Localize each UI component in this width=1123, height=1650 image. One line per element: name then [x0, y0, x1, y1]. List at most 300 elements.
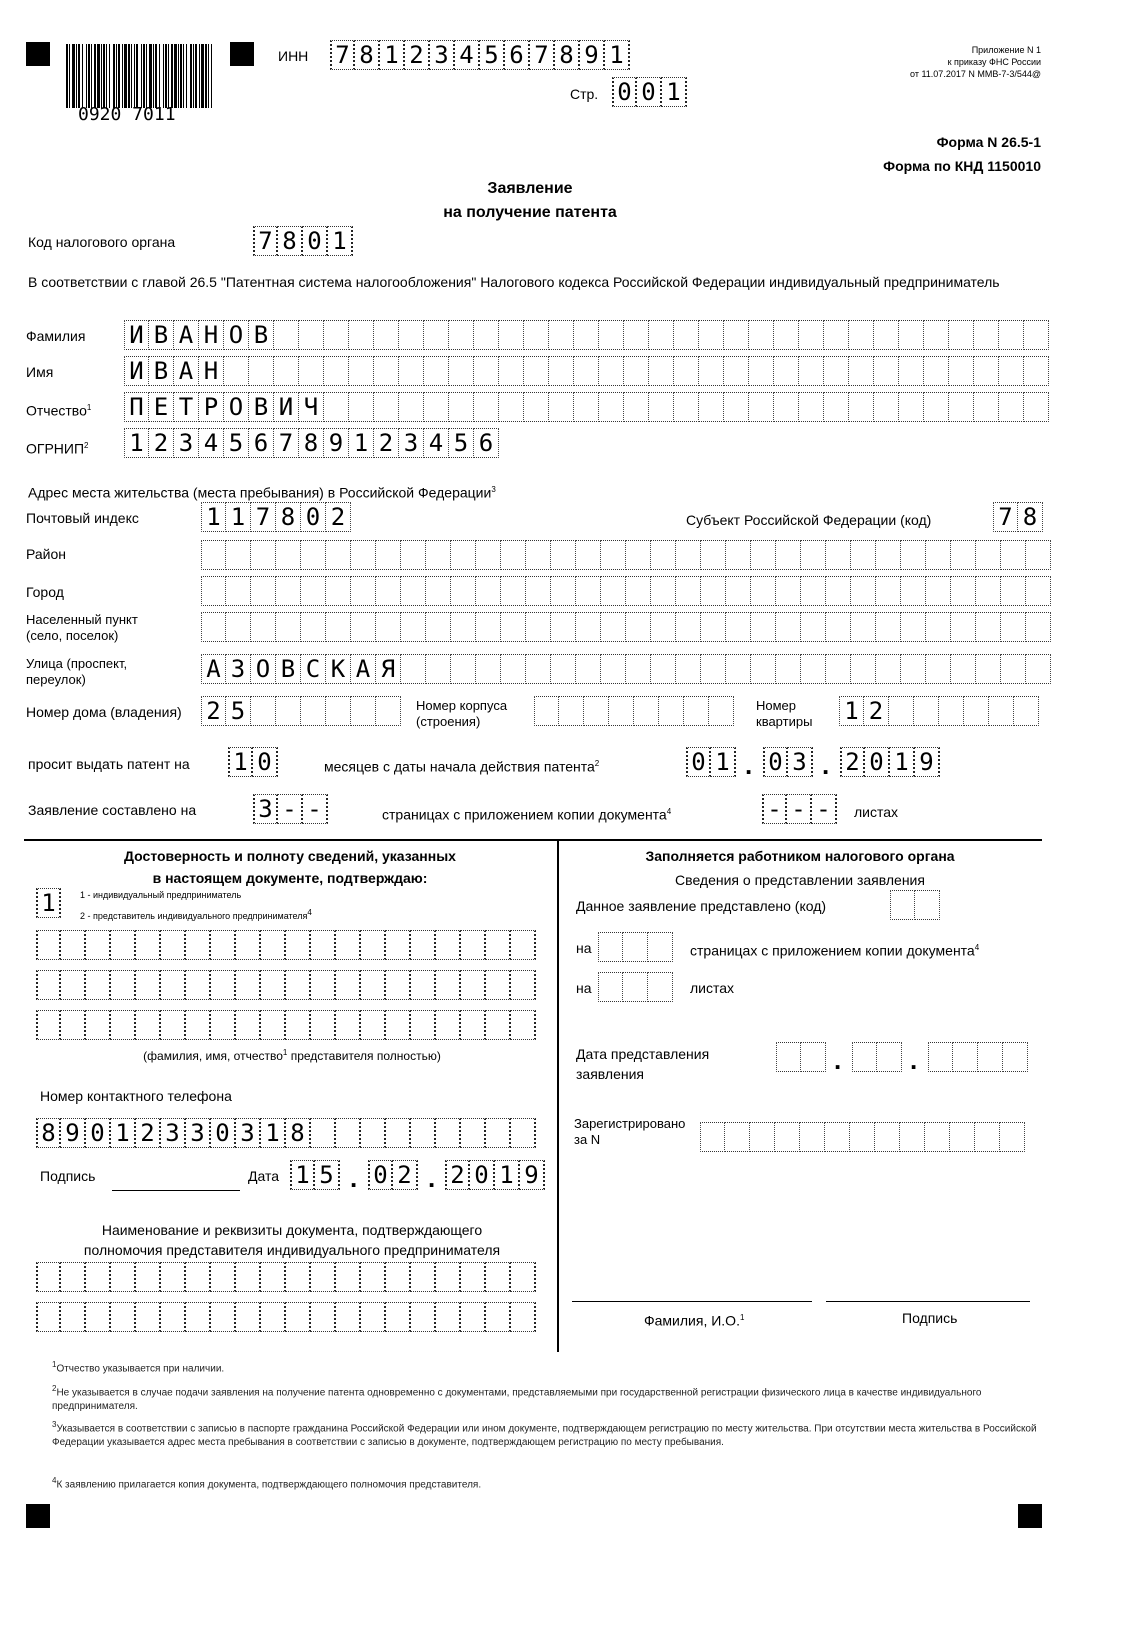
- char-cell: [776, 1042, 801, 1072]
- char-cell: [324, 320, 349, 350]
- char-cell: Е: [149, 392, 174, 422]
- char-cell: В: [276, 654, 301, 684]
- submit-date-sep-1: .: [834, 1045, 842, 1075]
- char-cell: 0: [865, 747, 890, 777]
- settlement-field[interactable]: [201, 612, 1051, 642]
- char-cell: [851, 612, 876, 642]
- street-label: [26, 656, 127, 688]
- char-cell: [361, 1302, 386, 1332]
- char-cell: [851, 654, 876, 684]
- page-field[interactable]: [612, 77, 687, 107]
- char-cell: [976, 540, 1001, 570]
- building-label: [416, 698, 507, 730]
- officer-fio-line: [572, 1301, 812, 1302]
- char-cell: [574, 320, 599, 350]
- char-cell: [61, 970, 86, 1000]
- char-cell: [852, 1042, 877, 1072]
- char-cell: 2: [326, 502, 351, 532]
- start-month-field[interactable]: [763, 747, 813, 777]
- char-cell: В: [249, 320, 274, 350]
- char-cell: [311, 970, 336, 1000]
- char-cell: [511, 1010, 536, 1040]
- char-cell: [186, 1010, 211, 1040]
- barcode-bar: [94, 44, 96, 108]
- footnote-4-text: К заявлению прилагается копия документа, подтверждающего полномочия представителя.: [56, 1479, 482, 1491]
- char-cell: [648, 972, 673, 1002]
- char-cell: [649, 356, 674, 386]
- char-cell: [749, 392, 774, 422]
- char-cell: [86, 1302, 111, 1332]
- char-cell: [399, 392, 424, 422]
- submit-day-field[interactable]: [776, 1042, 826, 1072]
- char-cell: [111, 1262, 136, 1292]
- doc-line-1[interactable]: [36, 1262, 536, 1292]
- char-cell: 0: [686, 747, 711, 777]
- char-cell: И: [124, 320, 149, 350]
- start-year-field[interactable]: [840, 747, 940, 777]
- char-cell: [111, 1010, 136, 1040]
- char-cell: [86, 1010, 111, 1040]
- char-cell: [524, 392, 549, 422]
- char-cell: [486, 970, 511, 1000]
- char-cell: [701, 576, 726, 606]
- char-cell: 0: [253, 747, 278, 777]
- char-cell: [876, 612, 901, 642]
- char-cell: [301, 696, 326, 726]
- char-cell: [401, 576, 426, 606]
- reg-label: [574, 1116, 685, 1148]
- barcode-bar: [205, 44, 207, 108]
- char-cell: [576, 612, 601, 642]
- char-cell: [624, 320, 649, 350]
- postal-label: Почтовый индекс: [26, 510, 139, 526]
- char-cell: 0: [612, 77, 637, 107]
- char-cell: [161, 1262, 186, 1292]
- char-cell: 0: [211, 1118, 236, 1148]
- char-cell: 2: [201, 696, 226, 726]
- char-cell: [976, 612, 1001, 642]
- char-cell: [526, 654, 551, 684]
- char-cell: [211, 1262, 236, 1292]
- fio-caption-text: (фамилия, имя, отчество: [143, 1049, 283, 1063]
- char-cell: 7: [253, 226, 278, 256]
- char-cell: [559, 696, 584, 726]
- signer-option-1: 1 - индивидуальный предприниматель: [80, 890, 242, 900]
- char-cell: [974, 356, 999, 386]
- barcode-bar: [193, 44, 194, 108]
- char-cell: [349, 320, 374, 350]
- char-cell: [599, 356, 624, 386]
- char-cell: [674, 320, 699, 350]
- char-cell: 8: [355, 40, 380, 70]
- char-cell: [623, 932, 648, 962]
- char-cell: Н: [199, 356, 224, 386]
- rep-fio-line-1[interactable]: [36, 930, 536, 960]
- char-cell: [61, 1010, 86, 1040]
- rep-fio-line-2[interactable]: [36, 970, 536, 1000]
- char-cell: [799, 356, 824, 386]
- submitted-label: Данное заявление представлено (код): [576, 898, 827, 914]
- char-cell: 1: [380, 40, 405, 70]
- char-cell: [549, 356, 574, 386]
- char-cell: [336, 970, 361, 1000]
- char-cell: [626, 540, 651, 570]
- char-cell: [361, 1118, 386, 1148]
- street-field[interactable]: [201, 654, 1051, 684]
- sign-day-field[interactable]: [290, 1160, 340, 1190]
- char-cell: [676, 654, 701, 684]
- char-cell: [851, 540, 876, 570]
- char-cell: [726, 612, 751, 642]
- barcode-bar: [146, 44, 147, 108]
- surname-field[interactable]: [124, 320, 1049, 350]
- char-cell: [775, 1122, 800, 1152]
- flat-field[interactable]: [839, 696, 1039, 726]
- char-cell: [261, 1262, 286, 1292]
- char-cell: [601, 654, 626, 684]
- char-cell: [476, 576, 501, 606]
- char-cell: [261, 1302, 286, 1332]
- pages-on-label: на: [576, 940, 592, 956]
- char-cell: 6: [249, 428, 274, 458]
- street-label-1: Улица (проспект,: [26, 656, 128, 671]
- sheets-count-field[interactable]: [598, 972, 673, 1002]
- char-cell: 1: [261, 1118, 286, 1148]
- submit-month-field[interactable]: [852, 1042, 902, 1072]
- char-cell: [924, 356, 949, 386]
- char-cell: 5: [480, 40, 505, 70]
- char-cell: [499, 356, 524, 386]
- city-field[interactable]: [201, 576, 1051, 606]
- char-cell: [524, 356, 549, 386]
- phone-field[interactable]: [36, 1118, 536, 1148]
- flat-label: [756, 698, 812, 730]
- start-date-sep-1: .: [745, 750, 753, 780]
- char-cell: [801, 540, 826, 570]
- char-cell: А: [174, 356, 199, 386]
- signer-code-field[interactable]: [36, 888, 61, 918]
- char-cell: [61, 1262, 86, 1292]
- char-cell: [286, 1010, 311, 1040]
- char-cell: [924, 392, 949, 422]
- char-cell: [1026, 540, 1051, 570]
- region-field[interactable]: [993, 502, 1043, 532]
- char-cell: [311, 1262, 336, 1292]
- char-cell: [901, 540, 926, 570]
- char-cell: [899, 392, 924, 422]
- char-cell: [136, 1262, 161, 1292]
- rep-fio-line-3[interactable]: [36, 1010, 536, 1040]
- barcode-bar: [69, 44, 70, 108]
- sign-month-field[interactable]: [368, 1160, 418, 1190]
- char-cell: 2: [393, 1160, 418, 1190]
- char-cell: [499, 392, 524, 422]
- months-text-main: месяцев с даты начала действия патента: [324, 758, 595, 775]
- patronymic-label-text: Отчество: [26, 402, 87, 419]
- barcode-bar: [174, 44, 177, 108]
- patronymic-field[interactable]: [124, 392, 1049, 422]
- char-cell: [725, 1122, 750, 1152]
- char-cell: [601, 540, 626, 570]
- char-cell: [726, 576, 751, 606]
- char-cell: [801, 654, 826, 684]
- char-cell: 2: [136, 1118, 161, 1148]
- pages-label: Заявление составлено на: [28, 802, 197, 818]
- char-cell: Т: [174, 392, 199, 422]
- char-cell: [251, 576, 276, 606]
- footnote-1: [52, 1358, 1052, 1376]
- char-cell: [311, 1302, 336, 1332]
- barcode-number: 0920 7011: [78, 104, 176, 125]
- address-heading: [28, 482, 496, 501]
- barcode-bar: [134, 44, 135, 108]
- char-cell: [551, 540, 576, 570]
- char-cell: [939, 696, 964, 726]
- char-cell: [486, 1262, 511, 1292]
- char-cell: [850, 1122, 875, 1152]
- inn-field[interactable]: [330, 40, 630, 70]
- char-cell: 7: [251, 502, 276, 532]
- sheets-on-label: на: [576, 980, 592, 996]
- building-field[interactable]: [534, 696, 734, 726]
- name-field[interactable]: [124, 356, 1049, 386]
- char-cell: [474, 356, 499, 386]
- char-cell: 0: [368, 1160, 393, 1190]
- char-cell: 2: [840, 747, 865, 777]
- char-cell: [501, 612, 526, 642]
- char-cell: [801, 576, 826, 606]
- char-cell: [676, 540, 701, 570]
- char-cell: 7: [993, 502, 1018, 532]
- char-cell: [751, 540, 776, 570]
- char-cell: [461, 1262, 486, 1292]
- char-cell: [999, 392, 1024, 422]
- char-cell: [724, 356, 749, 386]
- doc-title-line-2: на получение патента: [443, 204, 617, 221]
- char-cell: [236, 930, 261, 960]
- char-cell: [701, 612, 726, 642]
- sign-year-field[interactable]: [445, 1160, 545, 1190]
- barcode-bar: [143, 44, 145, 108]
- doc-title-line-1: Заявление: [487, 180, 573, 197]
- char-cell: 3: [253, 794, 278, 824]
- char-cell: [1026, 576, 1051, 606]
- char-cell: В: [249, 392, 274, 422]
- char-cell: [774, 320, 799, 350]
- submit-year-field[interactable]: [928, 1042, 1028, 1072]
- start-day-field[interactable]: [686, 747, 736, 777]
- sheets-field[interactable]: [762, 794, 837, 824]
- char-cell: [951, 576, 976, 606]
- char-cell: [926, 540, 951, 570]
- char-cell: А: [201, 654, 226, 684]
- char-cell: 1: [201, 502, 226, 532]
- char-cell: [411, 1302, 436, 1332]
- char-cell: А: [174, 320, 199, 350]
- char-cell: [236, 1010, 261, 1040]
- char-cell: 8: [278, 226, 303, 256]
- char-cell: [953, 1042, 978, 1072]
- ogrnip-label: [26, 438, 89, 457]
- char-cell: [899, 320, 924, 350]
- phone-label: Номер контактного телефона: [40, 1088, 232, 1104]
- barcode-bar: [178, 44, 179, 108]
- char-cell: [659, 696, 684, 726]
- char-cell: [486, 1010, 511, 1040]
- char-cell: [576, 576, 601, 606]
- char-cell: [361, 930, 386, 960]
- fio-caption-sup: 1: [282, 1048, 288, 1057]
- char-cell: [624, 392, 649, 422]
- char-cell: 7: [274, 428, 299, 458]
- char-cell: [261, 930, 286, 960]
- char-cell: [876, 576, 901, 606]
- char-cell: 9: [915, 747, 940, 777]
- char-cell: [211, 1302, 236, 1332]
- char-cell: [750, 1122, 775, 1152]
- corner-marker-bottom-right: [1018, 1504, 1042, 1528]
- char-cell: [476, 540, 501, 570]
- signer-option-2-sup: 4: [307, 908, 312, 917]
- char-cell: [386, 1118, 411, 1148]
- intro-text: В соответствии с главой 26.5 "Патентная система налогообложения" Налогового кодекса Российской Федерации индивидуальный предприниматель: [28, 274, 1000, 290]
- tax-office-field[interactable]: [253, 226, 353, 256]
- char-cell: [751, 576, 776, 606]
- char-cell: [1026, 612, 1051, 642]
- char-cell: [376, 576, 401, 606]
- char-cell: 1: [36, 888, 61, 918]
- char-cell: [576, 540, 601, 570]
- right-sheets-label: листах: [690, 980, 735, 996]
- char-cell: [648, 932, 673, 962]
- char-cell: [749, 320, 774, 350]
- char-cell: 1: [495, 1160, 520, 1190]
- char-cell: [999, 320, 1024, 350]
- char-cell: [576, 654, 601, 684]
- char-cell: [601, 576, 626, 606]
- char-cell: [774, 356, 799, 386]
- char-cell: [311, 1010, 336, 1040]
- char-cell: [374, 320, 399, 350]
- char-cell: [436, 930, 461, 960]
- char-cell: [801, 1042, 826, 1072]
- char-cell: [511, 1262, 536, 1292]
- char-cell: [36, 1010, 61, 1040]
- char-cell: 2: [445, 1160, 470, 1190]
- char-cell: [136, 970, 161, 1000]
- char-cell: [276, 576, 301, 606]
- char-cell: [699, 320, 724, 350]
- char-cell: [426, 540, 451, 570]
- barcode-bar: [195, 44, 197, 108]
- char-cell: 8: [286, 1118, 311, 1148]
- char-cell: [978, 1042, 1003, 1072]
- char-cell: [551, 612, 576, 642]
- char-cell: [486, 1118, 511, 1148]
- submit-date-label-1: Дата представления: [576, 1046, 710, 1062]
- house-field[interactable]: [201, 696, 401, 726]
- char-cell: [136, 1010, 161, 1040]
- char-cell: [511, 930, 536, 960]
- char-cell: [776, 612, 801, 642]
- char-cell: [226, 540, 251, 570]
- flat-label-1: Номер: [756, 698, 797, 713]
- char-cell: [949, 392, 974, 422]
- char-cell: [351, 696, 376, 726]
- char-cell: [249, 356, 274, 386]
- corner-marker-top-left: [26, 42, 50, 66]
- district-field[interactable]: [201, 540, 1051, 570]
- char-cell: [111, 930, 136, 960]
- char-cell: [626, 654, 651, 684]
- char-cell: [799, 320, 824, 350]
- left-heading-1: Достоверность и полноту сведений, указанных: [124, 848, 456, 864]
- char-cell: [136, 1302, 161, 1332]
- pages-count-field[interactable]: [598, 932, 673, 962]
- corner-marker-top-right: [230, 42, 254, 66]
- barcode-bar: [91, 44, 92, 108]
- char-cell: [486, 1302, 511, 1332]
- barcode-bar: [136, 44, 138, 108]
- barcode-bar: [97, 44, 100, 108]
- char-cell: [901, 576, 926, 606]
- char-cell: [324, 356, 349, 386]
- char-cell: [351, 612, 376, 642]
- months-field[interactable]: [228, 747, 278, 777]
- char-cell: К: [326, 654, 351, 684]
- doc-line-2[interactable]: [36, 1302, 536, 1332]
- char-cell: [276, 540, 301, 570]
- pages-field[interactable]: [253, 794, 328, 824]
- char-cell: [501, 576, 526, 606]
- char-cell: [376, 540, 401, 570]
- char-cell: [474, 320, 499, 350]
- char-cell: [976, 576, 1001, 606]
- appendix-line-2: к приказу ФНС России: [947, 57, 1041, 67]
- char-cell: [876, 540, 901, 570]
- form-number: Форма N 26.5-1: [936, 134, 1041, 150]
- right-pages-text: [690, 940, 979, 959]
- char-cell: [989, 696, 1014, 726]
- char-cell: [401, 540, 426, 570]
- char-cell: 5: [315, 1160, 340, 1190]
- char-cell: [336, 1010, 361, 1040]
- char-cell: [1001, 612, 1026, 642]
- char-cell: [161, 930, 186, 960]
- char-cell: [436, 1262, 461, 1292]
- char-cell: 0: [303, 226, 328, 256]
- doc-heading-1: Наименование и реквизиты документа, подтверждающего: [101, 1222, 483, 1238]
- char-cell: 6: [505, 40, 530, 70]
- char-cell: 3: [399, 428, 424, 458]
- submitted-code-field[interactable]: [890, 890, 940, 920]
- char-cell: [336, 1118, 361, 1148]
- char-cell: [386, 1302, 411, 1332]
- char-cell: [699, 356, 724, 386]
- char-cell: [36, 1302, 61, 1332]
- char-cell: [299, 320, 324, 350]
- reg-number-field[interactable]: [700, 1122, 1025, 1152]
- char-cell: [61, 930, 86, 960]
- char-cell: [609, 696, 634, 726]
- char-cell: [186, 970, 211, 1000]
- char-cell: [877, 1042, 902, 1072]
- ogrnip-field[interactable]: [124, 428, 499, 458]
- char-cell: [451, 576, 476, 606]
- char-cell: [511, 970, 536, 1000]
- char-cell: [336, 930, 361, 960]
- postal-field[interactable]: [201, 502, 351, 532]
